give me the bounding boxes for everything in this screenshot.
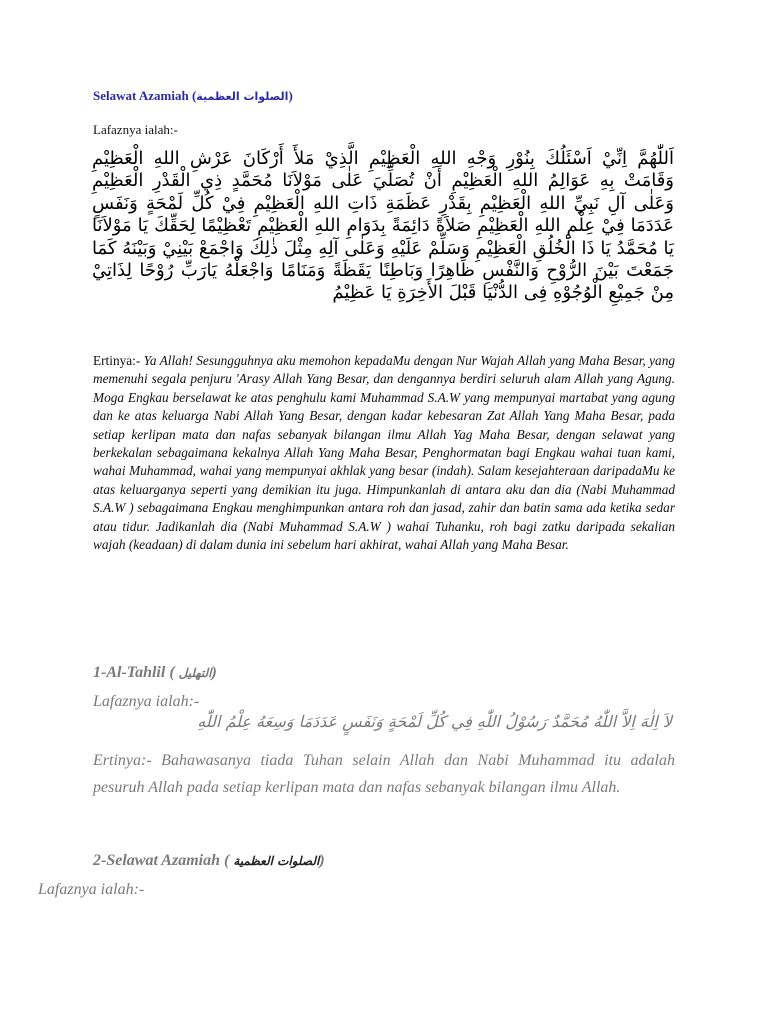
section1-title-latin: Selawat Azamiah: [93, 88, 192, 103]
selawat-azamiah-heading: [93, 852, 325, 870]
section1-title: [93, 88, 293, 104]
tahlil-heading-arabic: التهليل: [178, 666, 212, 680]
section1-title-open-paren: (: [191, 88, 197, 103]
tahlil-heading-latin: 1-Al-Tahlil (: [93, 664, 179, 681]
tahlil-heading: [93, 664, 217, 682]
section1-translation: [93, 352, 675, 554]
tahlil-heading-close: ): [211, 664, 217, 681]
section1-title-arabic: الصلوات العظمية: [196, 90, 289, 103]
selawat-azamiah-lafaz-label: Lafaznya ialah:-: [38, 881, 145, 898]
selawat-azamiah-heading-arabic: الصلوات العظمية: [233, 854, 320, 868]
section1-translation-text: Ya Allah! Sesungguhnya aku memohon kepadaMu dengan Nur Wajah Allah yang Maha Besar, yang memenuhi segala penjuru 'Arasy Allah Yang Besar, dan dengannya berdiri seluruh alam Allah yang Agung. Moga Engkau berselawat ke atas penghulu kami Muhammad S.A.W yang mempunyai martabat yang agung dan ke atas keluarga Nabi Allah Yang Besar, dengan kadar kebesaran Zat Allah Yang Maha Besar, pada setiap kerlipan mata dan nafas sebanyak bilangan ilmu Allah Yag Maha Besar, dengan selawat yang berkekalan sebagaimana kekalnya Allah Yang Maha Besar, Penghormatan bagi Engkau wahai tuan kami, wahai Muhammad, wahai yang mempunyai akhlak yang besar (indah). Salam kesejahteraan daripadaMu ke atas keluarganya seperti yang demikian itu juga. Himpunkanlah di antara aku dan dia (Nabi Muhammad S.A.W ) sebagaimana Engkau menghimpunkan antara roh dan jasad, zahir dan batin sama ada ketika sedar atau tidur. Jadikanlah dia (Nabi Muhammad S.A.W ) wahai Tuhanku, roh bagi zatku daripada sekalian wajah (keadaan) di dalam dunia ini sebelum hari akhirat, wahai Allah yang Maha Besar.: [93, 353, 675, 553]
section1-translation-lead: Ertinya:-: [93, 353, 144, 368]
tahlil-arabic-text: لاَ اِلٰهَ اِلاَّ اللّٰهُ مُحَمَّدٌ رَسُوْلُ اللّٰهِ فِي كُلِّ لَمْحَةٍ وَنَفَسٍ عَدَدَمَا وَسِعَهُ عِلْمُ اللّٰهِ: [197, 712, 672, 731]
selawat-azamiah-heading-close: ): [319, 852, 325, 869]
selawat-azamiah-heading-latin: 2-Selawat Azamiah (: [93, 852, 234, 869]
section1-title-close-paren: ): [288, 88, 293, 103]
section1-arabic-text: اَللّٰهُمَّ اِنِّيْ اَسْئَلُكَ بِنُوْرِ وَجْهِ اللهِ الْعَظِيْمِ الَّذِيْ مَلأَ أَرْكَانَ عَرْشِ اللهِ الْعَظِيْمِ وَقَامَتْ بِهِ عَوَالِمُ اللهِ الْعَظِيْمِ أَنْ تُصَلِّيَ عَلٰى مَوْلاَنَا مُحَمَّدٍ ذِي الْقَدْرِ الْعَظِيْمِ وَعَلٰى آلِ نَبِيِّ اللهِ الْعَظِيْمِ بِقَدْرِ عَظَمَةِ ذَاتِ اللهِ الْعَظِيْمِ فِيْ كُلِّ لَمْحَةٍ وَنَفَسٍ عَدَدَمَا فِيْ عِلْمِ اللهِ الْعَظِيْمِ صَلاَةً دَائِمَةً بِدَوَامِ اللهِ الْعَظِيْمِ تَعْظِيْمًا لِحَقِّكَ يَا مَوْلاَنَا يَا مُحَمَّدُ يَا ذَا الْخُلُقِ الْعَظِيْمِ وَسَلِّمْ عَلَيْهِ وَعَلٰى آلِهِ مِثْلَ ذٰلِكَ وَاجْمَعْ بَيْنِيْ وَبَيْنَهُ كَمَا جَمَعْتَ بَيْنَ الرُّوْحِ وَالنَّفْسِ ظَاهِرًا وَبَاطِنًا يَقَظَةً وَمَنَامًا وَاجْعَلْهُ يَارَبِّ رُوْحًا لِذَاتِيْ مِنْ جَمِيْعِ الْوُجُوْهِ فِى الدُّنْيَا قَبْلَ الأَخِرَةِ يَا عَظِيْمُ: [92, 148, 674, 304]
tahlil-lafaz-label: Lafaznya ialah:-: [93, 693, 200, 710]
section1-lafaz-label: Lafaznya ialah:-: [93, 122, 178, 137]
tahlil-translation: Ertinya:- Bahawasanya tiada Tuhan selain Allah dan Nabi Muhammad itu adalah pesuruh Allah pada setiap kerlipan mata dan nafas sebanyak bilangan ilmu Allah.: [93, 752, 675, 796]
